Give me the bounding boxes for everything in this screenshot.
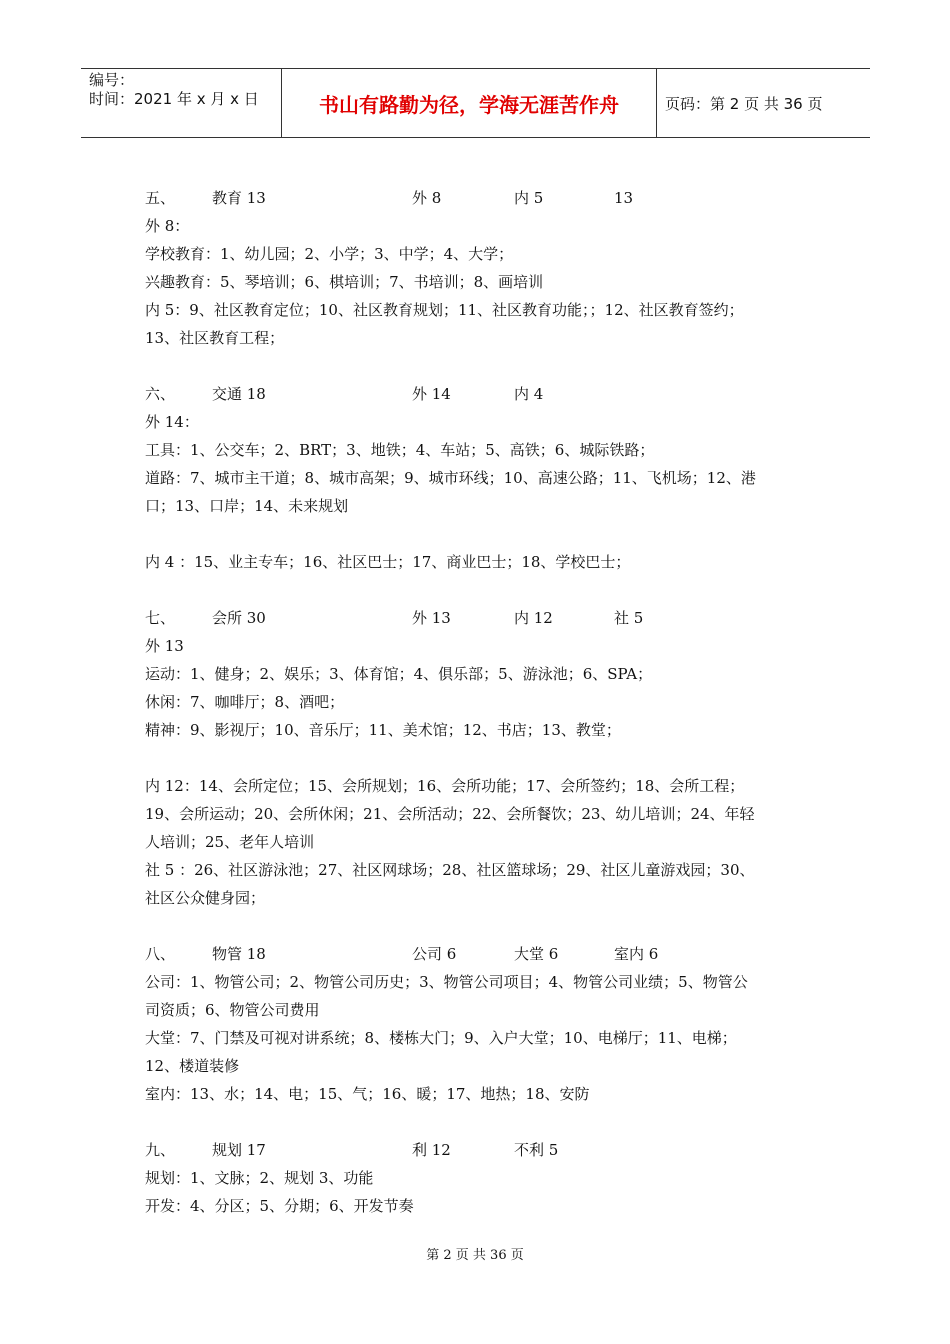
heading-cell: 外 13 xyxy=(412,609,451,627)
heading-cell: 九、 xyxy=(145,1141,176,1159)
blank-line xyxy=(145,520,825,548)
text-line: 内 4 ：15、业主专车；16、社区巴士；17、商业巴士；18、学校巴士； xyxy=(145,553,631,571)
page-header xyxy=(81,68,870,138)
text-line: 外 14： xyxy=(145,413,199,431)
document-body xyxy=(145,184,825,1220)
heading-cell: 利 12 xyxy=(412,1141,451,1159)
section-heading xyxy=(145,940,825,968)
section-gap xyxy=(145,352,825,380)
section-heading xyxy=(145,1136,825,1164)
text-line: 室内：13、水；14、电；15、气；16、暖；17、地热；18、安防 xyxy=(145,1085,590,1103)
header-motto: 书山有路勤为径，学海无涯苦作舟 xyxy=(281,69,657,137)
text-line: 社 5 ：26、社区游泳池；27、社区网球场；28、社区篮球场；29、社区儿童游戏园；30、 xyxy=(145,861,755,879)
blank-line xyxy=(145,744,825,772)
text-line: 精神：9、影视厅；10、音乐厅；11、美术馆；12、书店；13、教堂； xyxy=(145,721,621,739)
text-line: 工具：1、公交车；2、BRT；3、地铁；4、车站；5、高铁；6、城际铁路； xyxy=(145,441,655,459)
heading-cell: 内 4 xyxy=(514,385,544,403)
text-line: 开发：4、分区；5、分期；6、开发节奏 xyxy=(145,1197,414,1215)
heading-cell: 外 8 xyxy=(412,189,442,207)
heading-cell: 规划 17 xyxy=(212,1141,266,1159)
text-line: 人培训；25、老年人培训 xyxy=(145,833,315,851)
text-line: 兴趣教育：5、琴培训；6、棋培训；7、书培训；8、画培训 xyxy=(145,273,544,291)
header-meta xyxy=(81,69,281,137)
heading-cell: 不利 5 xyxy=(514,1141,559,1159)
text-line: 学校教育：1、幼儿园；2、小学；3、中学；4、大学； xyxy=(145,245,514,263)
text-line: 外 13 xyxy=(145,637,184,655)
text-line: 休闲：7、咖啡厅；8、酒吧； xyxy=(145,693,345,711)
text-line: 规划：1、文脉；2、规划 3、功能 xyxy=(145,1169,374,1187)
section xyxy=(145,940,825,1108)
section xyxy=(145,604,825,912)
heading-cell: 内 5 xyxy=(514,189,544,207)
text-line: 社区公众健身园； xyxy=(145,889,266,907)
text-line: 12、楼道装修 xyxy=(145,1057,240,1075)
heading-cell: 八、 xyxy=(145,945,176,963)
section-gap xyxy=(145,1108,825,1136)
heading-cell: 五、 xyxy=(145,189,176,207)
heading-cell: 交通 18 xyxy=(212,385,266,403)
section xyxy=(145,380,825,576)
text-line: 口；13、口岸；14、未来规划 xyxy=(145,497,349,515)
heading-cell: 大堂 6 xyxy=(514,945,559,963)
page-footer: 第 2 页 共 36 页 xyxy=(426,1248,524,1263)
section xyxy=(145,184,825,352)
section-heading xyxy=(145,380,825,408)
section-gap xyxy=(145,912,825,940)
heading-cell: 外 14 xyxy=(412,385,451,403)
heading-cell: 六、 xyxy=(145,385,176,403)
text-line: 公司：1、物管公司；2、物管公司历史；3、物管公司项目；4、物管公司业绩；5、物管公 xyxy=(145,973,748,991)
section xyxy=(145,1136,825,1220)
header-page-info: 页码：第 2 页 共 36 页 xyxy=(665,94,823,113)
heading-cell: 13 xyxy=(614,189,634,207)
heading-cell: 会所 30 xyxy=(212,609,266,627)
text-line: 大堂：7、门禁及可视对讲系统；8、楼栋大门；9、入户大堂；10、电梯厅；11、电梯； xyxy=(145,1029,737,1047)
section-gap xyxy=(145,576,825,604)
text-line: 内 5：9、社区教育定位；10、社区教育规划；11、社区教育功能；；12、社区教育签约； xyxy=(145,301,744,319)
heading-cell: 物管 18 xyxy=(212,945,266,963)
text-line: 13、社区教育工程； xyxy=(145,329,285,347)
text-line: 外 8： xyxy=(145,217,190,235)
heading-cell: 社 5 xyxy=(614,609,644,627)
heading-cell: 七、 xyxy=(145,609,176,627)
text-line: 内 12：14、会所定位；15、会所规划；16、会所功能；17、会所签约；18、会所工程； xyxy=(145,777,745,795)
time-label: 时间：2021 年 x 月 x 日 xyxy=(89,90,259,108)
heading-cell: 内 12 xyxy=(514,609,553,627)
section-heading xyxy=(145,184,825,212)
heading-cell: 教育 13 xyxy=(212,189,266,207)
text-line: 司资质；6、物管公司费用 xyxy=(145,1001,320,1019)
number-label: 编号： xyxy=(89,71,135,89)
text-line: 道路：7、城市主干道；8、城市高架；9、城市环线；10、高速公路；11、飞机场；12、港 xyxy=(145,469,756,487)
heading-cell: 室内 6 xyxy=(614,945,659,963)
heading-cell: 公司 6 xyxy=(412,945,457,963)
text-line: 19、会所运动；20、会所休闲；21、会所活动；22、会所餐饮；23、幼儿培训；24、年轻 xyxy=(145,805,755,823)
section-heading xyxy=(145,604,825,632)
text-line: 运动：1、健身；2、娱乐；3、体育馆；4、俱乐部；5、游泳池；6、SPA； xyxy=(145,665,653,683)
